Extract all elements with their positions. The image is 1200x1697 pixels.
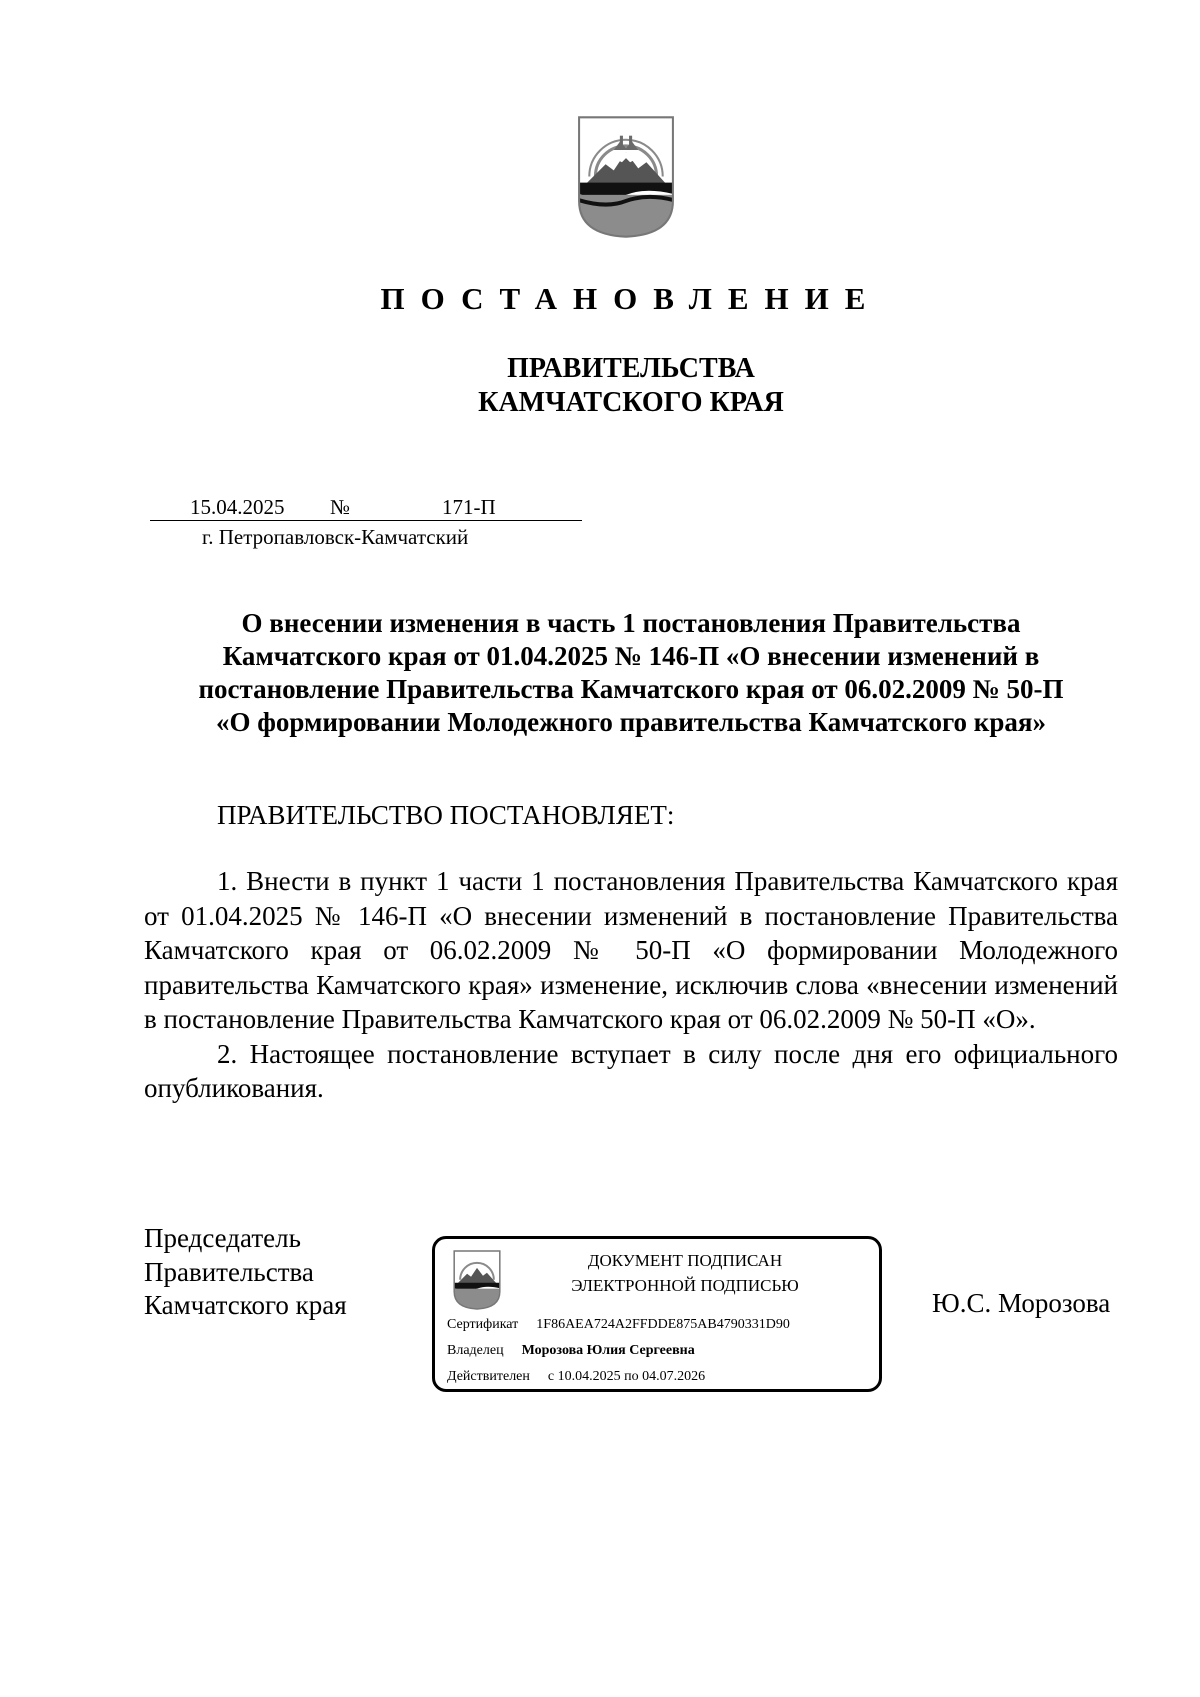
document-body	[144, 864, 1118, 1106]
subject-line: «О формировании Молодежного правительства Камчатского края»	[216, 707, 1046, 737]
validity-label: Действителен	[447, 1369, 530, 1384]
signer-position-line: Правительства	[144, 1256, 314, 1287]
issuing-authority	[0, 352, 1200, 420]
number-sign: №	[330, 495, 351, 519]
authority-line: ПРАВИТЕЛЬСТВА	[507, 353, 755, 384]
owner-row	[447, 1343, 695, 1359]
electronic-signature-stamp	[432, 1236, 882, 1392]
validity-row	[447, 1369, 705, 1385]
document-number: 171-П	[442, 495, 496, 519]
subject-line: постановление Правительства Камчатского края от 06.02.2009 № 50-П	[198, 674, 1064, 704]
certificate-row	[447, 1317, 790, 1333]
document-subject	[150, 607, 1112, 739]
signer-position	[144, 1222, 347, 1323]
paragraph: 1. Внести в пункт 1 части 1 постановления Правительства Камчатского края от 01.04.2025 № 146-П «О внесении изменений в постановление Правительства Камчатского края от 06.02.2009 № 50-П «О формировании Молодежного правительства Камчатского края» изменение, исключив слова «внесении изменений в постановление Правительства Камчатского края от 06.02.2009 № 50-П «О».	[144, 866, 1118, 1034]
certificate-value: 1F86AEA724A2FFDDE875AB4790331D90	[536, 1317, 790, 1332]
validity-value: с 10.04.2025 по 04.07.2026	[547, 1369, 706, 1384]
document-date: 15.04.2025	[190, 495, 285, 519]
stamp-title-line: ЭЛЕКТРОННОЙ ПОДПИСЬЮ	[571, 1276, 799, 1295]
subject-line: О внесении изменения в часть 1 постановления Правительства	[241, 608, 1021, 638]
kamchatka-coat-of-arms-icon	[452, 1249, 502, 1311]
document-type-heading: ПОСТАНОВЛЕНИЕ	[380, 281, 882, 316]
certificate-label: Сертификат	[447, 1317, 519, 1332]
decree-phrase: ПРАВИТЕЛЬСТВО ПОСТАНОВЛЯЕТ:	[217, 800, 675, 830]
owner-value: Морозова Юлия Сергеевна	[521, 1343, 695, 1358]
place-of-issue: г. Петропавловск-Камчатский	[202, 525, 469, 549]
kamchatka-coat-of-arms-icon	[575, 113, 677, 241]
signer-position-line: Председатель	[144, 1223, 301, 1253]
signer-position-line: Камчатского края	[144, 1290, 347, 1320]
authority-line: КАМЧАТСКОГО КРАЯ	[478, 387, 784, 418]
subject-line: Камчатского края от 01.04.2025 № 146-П «О внесении изменений в	[222, 641, 1040, 671]
stamp-title	[505, 1248, 865, 1298]
stamp-title-line: ДОКУМЕНТ ПОДПИСАН	[587, 1251, 783, 1270]
signer-name: Ю.С. Морозова	[932, 1288, 1111, 1318]
paragraph: 2. Настоящее постановление вступает в силу после дня его официального опубликования.	[144, 1038, 1118, 1103]
owner-label: Владелец	[447, 1343, 504, 1358]
date-number-line	[150, 492, 582, 521]
